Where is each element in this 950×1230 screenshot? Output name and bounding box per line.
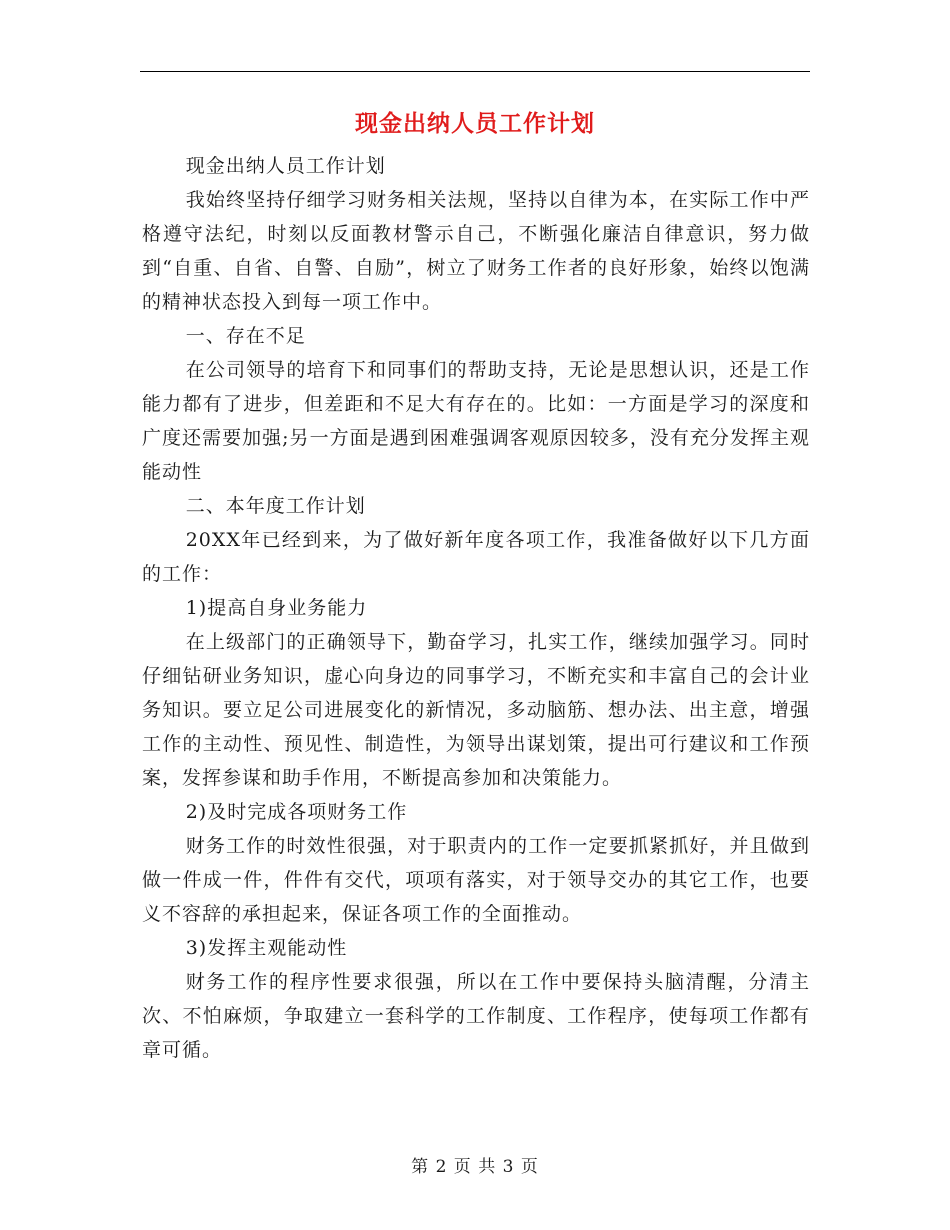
paragraph-3: 财务工作的程序性要求很强，所以在工作中要保持头脑清醒，分清主次、不怕麻烦，争取建立一套科学的工作制度、工作程序，使每项工作都有章可循。 bbox=[142, 971, 810, 1061]
section-heading-plan: 二、本年度工作计划 bbox=[185, 495, 366, 517]
paragraph-heading: 现金出纳人员工作计划 bbox=[185, 155, 386, 177]
paragraph-2: 财务工作的时效性很强，对于职责内的工作一定要抓紧抓好，并且做到做一件成一件，件件有交代，项项有落实，对于领导交办的其它工作，也要义不容辞的承担起来，保证各项工作的全面推动。 bbox=[142, 835, 810, 925]
subheading-2: 2)及时完成各项财务工作 bbox=[185, 801, 408, 823]
subheading-1: 1)提高自身业务能力 bbox=[185, 597, 368, 619]
header-rule bbox=[140, 71, 810, 72]
document-body bbox=[142, 149, 810, 1067]
page-number: 第 2 页 共 3 页 bbox=[411, 1157, 539, 1177]
paragraph-shortcomings: 在公司领导的培育下和同事们的帮助支持，无论是思想认识，还是工作能力都有了进步，但差距和不足大有存在的。比如：一方面是学习的深度和广度还需要加强;另一方面是遇到困难强调客观原因较多，没有充分发挥主观能动性 bbox=[142, 359, 810, 483]
paragraph-intro: 我始终坚持仔细学习财务相关法规，坚持以自律为本，在实际工作中严格遵守法纪，时刻以反面教材警示自己，不断强化廉洁自律意识，努力做到“自重、自省、自警、自励”，树立了财务工作者的良好形象，始终以饱满的精神状态投入到每一项工作中。 bbox=[142, 189, 810, 313]
section-heading-shortcomings: 一、存在不足 bbox=[185, 325, 306, 347]
paragraph-plan-intro: 20XX年已经到来，为了做好新年度各项工作，我准备做好以下几方面的工作： bbox=[142, 529, 810, 585]
paragraph-1: 在上级部门的正确领导下，勤奋学习，扎实工作，继续加强学习。同时仔细钻研业务知识，虚心向身边的同事学习，不断充实和丰富自己的会计业务知识。要立足公司进展变化的新情况，多动脑筋、想办法、出主意，增强工作的主动性、预见性、制造性，为领导出谋划策，提出可行建议和工作预案，发挥参谋和助手作用，不断提高参加和决策能力。 bbox=[142, 631, 810, 789]
document-title: 现金出纳人员工作计划 bbox=[355, 111, 595, 137]
subheading-3: 3)发挥主观能动性 bbox=[185, 937, 348, 959]
